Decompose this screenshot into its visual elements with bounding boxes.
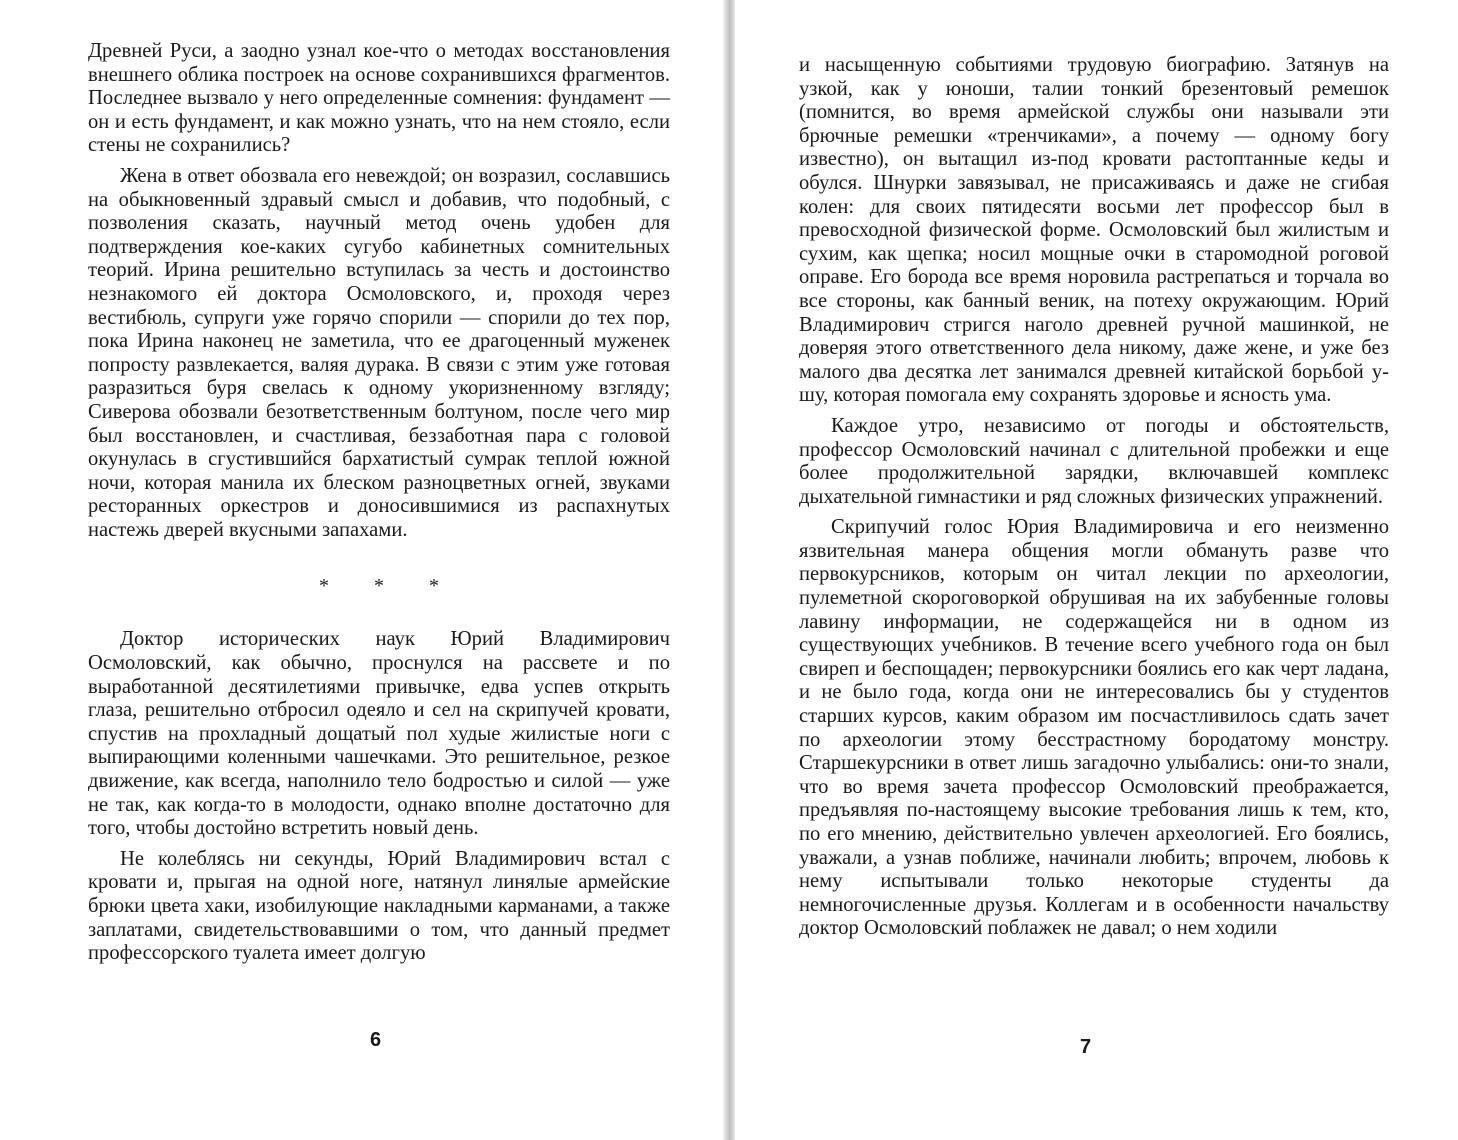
left-page-text — [88, 40, 670, 966]
paragraph: Каждое утро, независимо от погоды и обстоятельств, профессор Осмоловский начинал с длительной пробежки и еще более продолжительной зарядки, включавшей комплекс дыхательной гимнастики и ряд сложных физических упражнений. — [799, 414, 1389, 508]
paragraph: Не колеблясь ни секунды, Юрий Владимирович встал с кровати и, прыгая на одной ноге, натянул линялые армейские брюки цвета хаки, изобилующие накладными карманами, а также заплатами, свидетельствовавшими о том, что данный предмет профессорского туалета имеет долгую — [88, 847, 670, 965]
paragraph: Доктор исторических наук Юрий Владимирович Осмоловский, как обычно, проснулся на рассвете и по выработанной десятилетиями привычке, едва успев открыть глаза, решительно отбросил одеяло и сел на скрипучей кровати, спустив на прохладный дощатый пол худые жилистые ноги с выпирающими коленными чашечками. Это решительное, резкое движение, как всегда, наполнило тело бодростью и силой — уже не так, как когда-то в молодости, однако вполне достаточно для того, чтобы достойно встретить новый день. — [88, 628, 670, 840]
paragraph: Древней Руси, а заодно узнал кое-что о методах восстановления внешнего облика построек на основе сохранившихся фрагментов. Последнее вызвало у него определенные сомнения: фундамент — он и есть фундамент, и как можно узнать, что на нем стояло, если стены не сохранились? — [88, 40, 670, 157]
page-number: 6 — [370, 1029, 382, 1051]
right-page — [735, 0, 1458, 1140]
book-gutter — [723, 0, 735, 1140]
paragraph: Скрипучий голос Юрия Владимировича и его неизменно язвительная манера общения могли обмануть разве что первокурсников, которым он читал лекции по археологии, пулеметной скороговоркой обрушивая на их забубенные головы лавину информации, не содержащейся ни в одном из существующих учебников. В течение всего учебного года он был свиреп и беспощаден; первокурсники боялись его как черт ладана, и не было года, когда они не интересовались бы у студентов старших курсов, каким образом им посчастливилось сдать зачет по археологии этому бесстрастному бородатому монстру. Старшекурсники в ответ лишь загадочно улыбались: они-то знали, что во время зачета профессор Осмоловский преображается, предъявляя по-настоящему высокие требования лишь к тем, кто, по его мнению, действительно увлечен археологией. Его боялись, уважали, а узнав поближе, начинали любить; впрочем, любовь к нему испытывали только некоторые студенты да немногочисленные друзья. Коллегам и в особенности начальству доктор Осмоловский поблажек не давал; о нем ходили — [799, 516, 1389, 940]
right-page-text — [799, 54, 1389, 941]
paragraph: Жена в ответ обозвала его невеждой; он возразил, сославшись на обыкновенный здравый смысл и добавив, что подобный, с позволения сказать, научный метод очень удобен для подтверждения кое-каких сугубо кабинетных сомнительных теорий. Ирина решительно вступилась за честь и достоинство незнакомого ей доктора Осмоловского, и, проходя через вестибюль, супруги уже горячо спорили — спорили до тех пор, пока Ирина наконец не заметила, что ее драгоценный муженек попросту развлекается, валяя дурака. В связи с этим уже готовая разразиться буря свелась к одному укоризненному взгляду; Сиверова обозвали безответственным болтуном, после чего мир был восстановлен, и счастливая, беззаботная пара с головой окунулась в сгустившийся бархатистый сумрак теплой южной ночи, которая манила их блеском разноцветных огней, звуками ресторанных оркестров и доносившимися из распахнутых настежь дверей вкусными запахами. — [88, 164, 670, 541]
section-separator: * * * — [319, 575, 459, 598]
paragraph: и насыщенную событиями трудовую биографию. Затянув на узкой, как у юноши, талии тонкий брезентовый ремешок (помнится, во время армейской службы они называли эти брючные ремешки «тренчиками», а почему — одному богу известно), он вытащил из-под кровати растоптанные кеды и обулся. Шнурки завязывал, не присаживаясь и даже не сгибая колен: для своих пятидесяти восьми лет профессор был в превосходной физической форме. Осмоловский был жилистым и сухим, как щепка; носил мощные очки в старомодной роговой оправе. Его борода все время норовила растрепаться и торчала во все стороны, как банный веник, на потеху окружающим. Юрий Владимирович стригся наголо древней ручной машинкой, не доверяя этого ответственного дела никому, даже жене, и уже без малого два десятка лет занимался древней китайской борьбой у-шу, которая помогала ему сохранять здоровье и ясность ума. — [799, 54, 1389, 407]
page-number: 7 — [1080, 1036, 1092, 1058]
left-page — [0, 0, 723, 1140]
